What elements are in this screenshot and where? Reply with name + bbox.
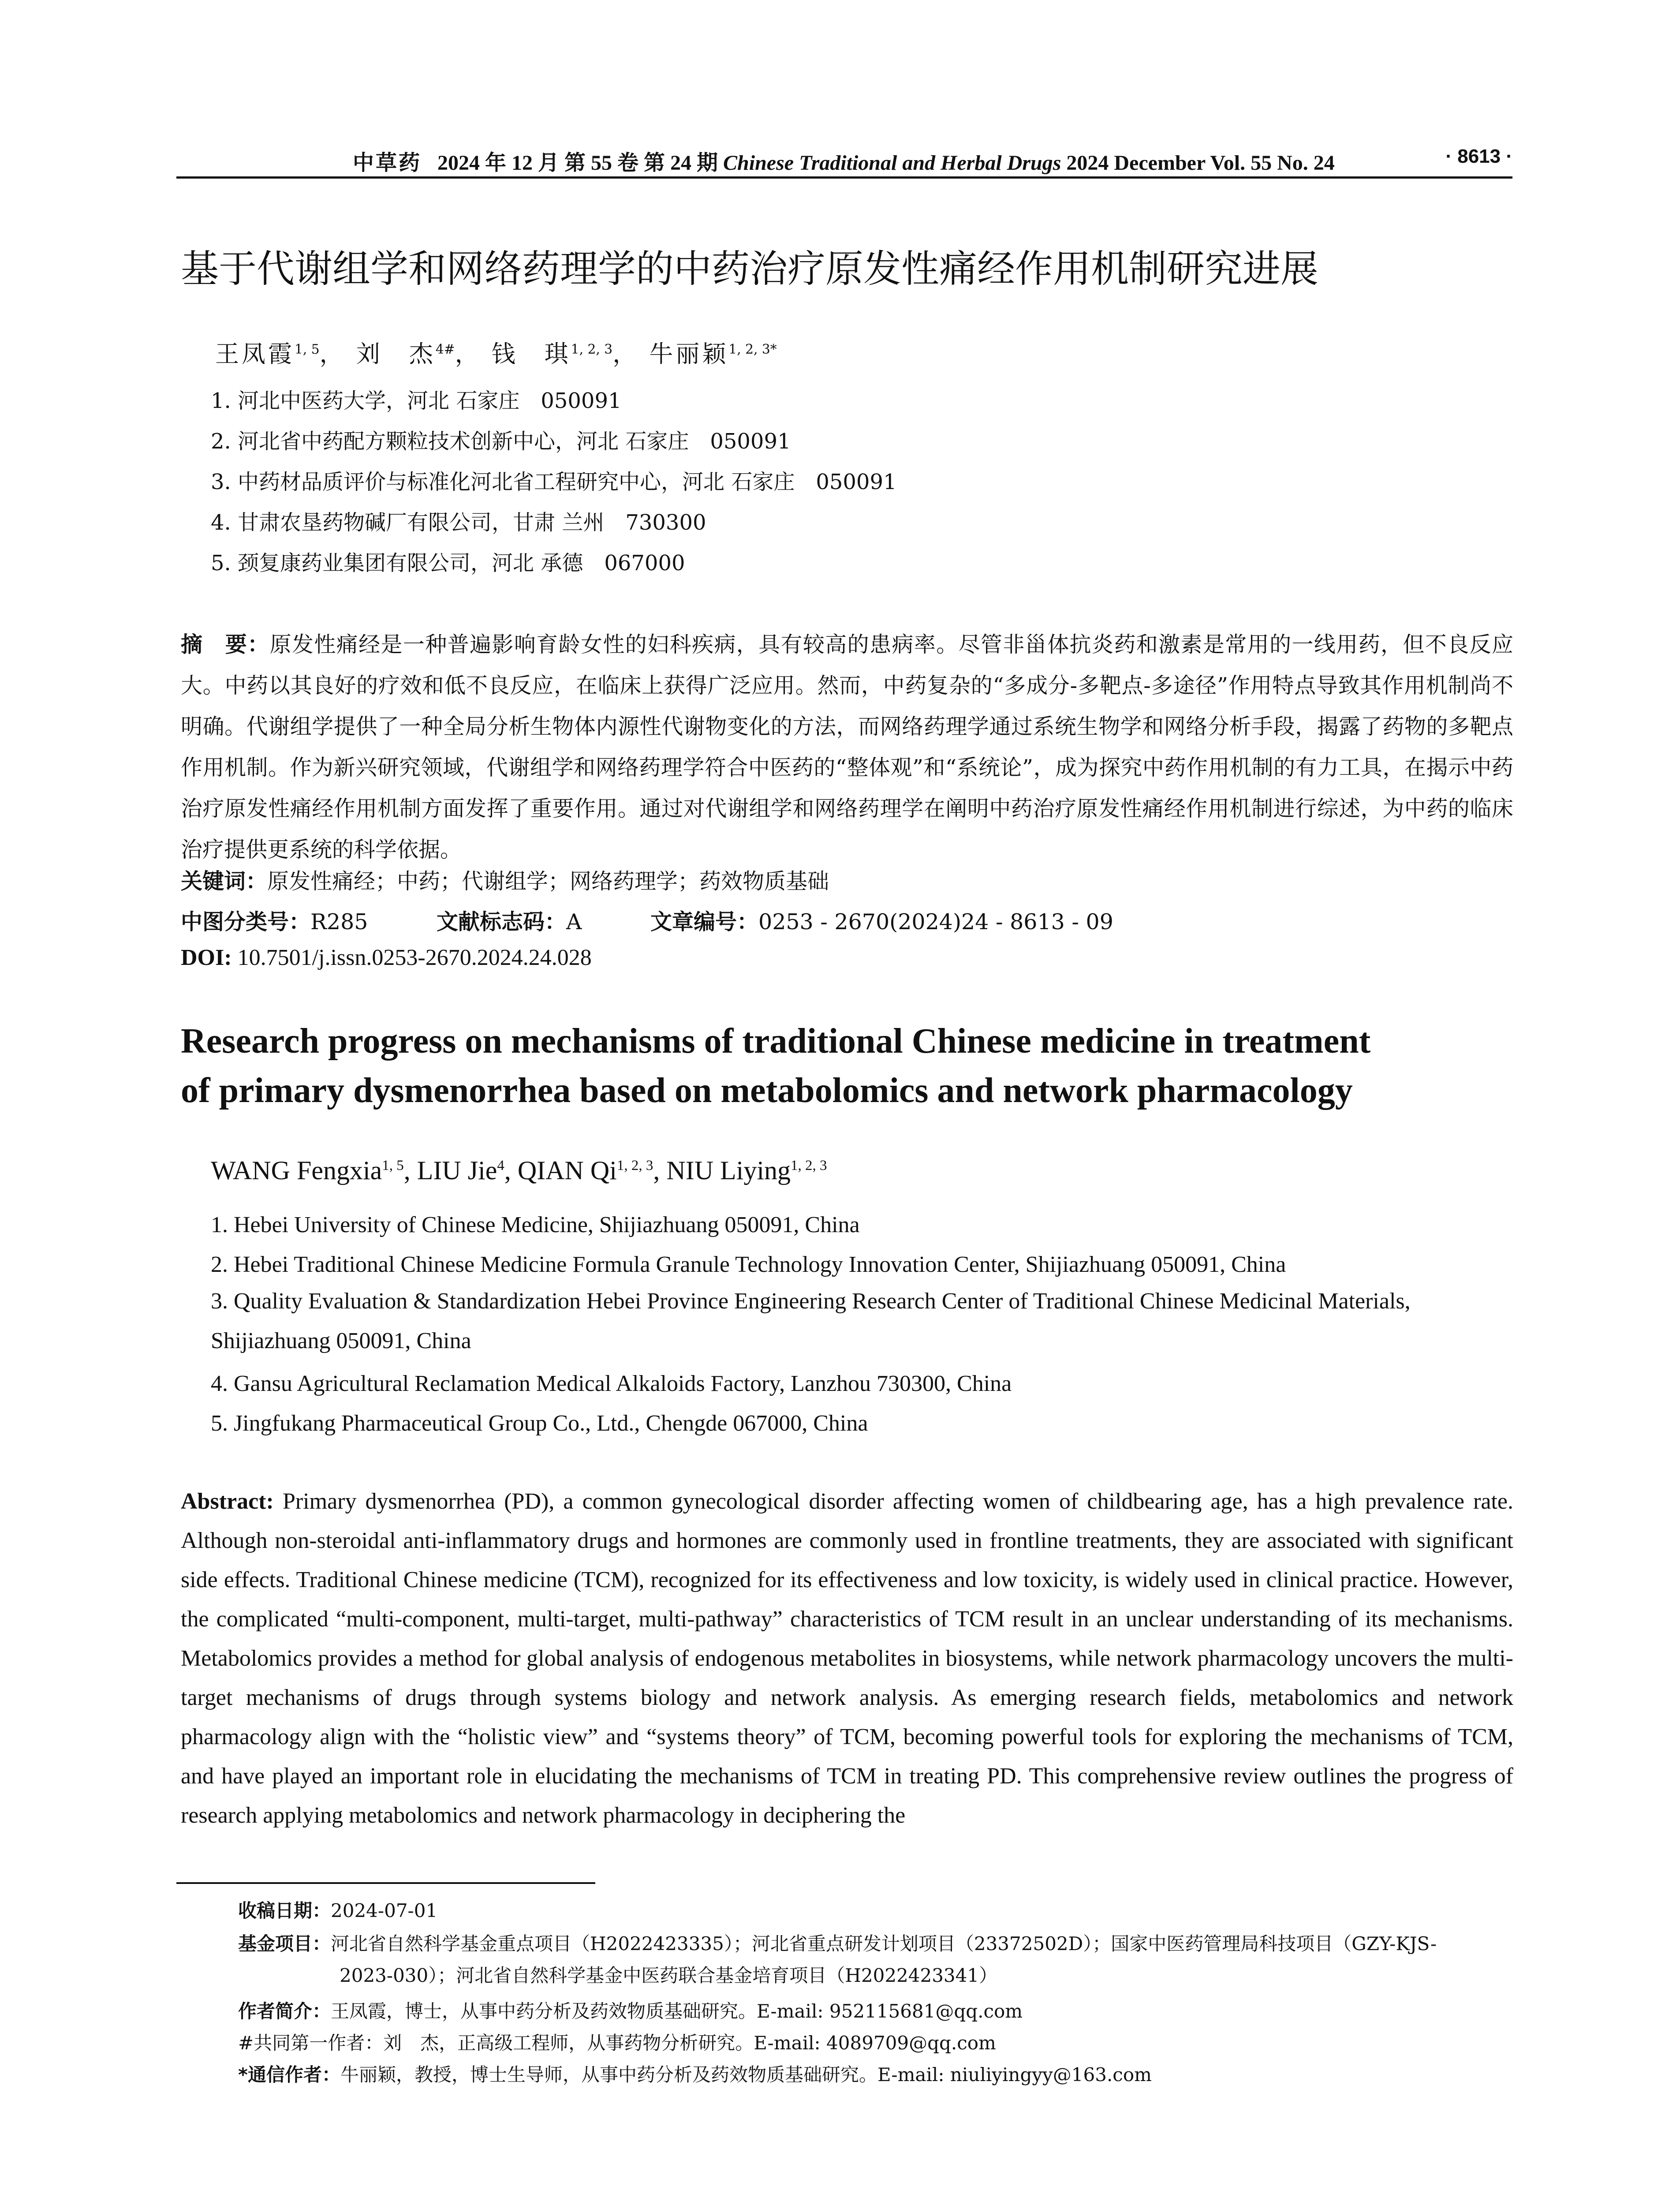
affiliation-en: 5. Jingfukang Pharmaceutical Group Co., Ltd., Chengde 067000, China [211,1411,868,1436]
abstract-cn [181,624,1513,870]
author-cn: 钱 琪 [491,340,571,368]
bio-label: 作者简介： [238,2000,331,2022]
issue-cn: 2024 年 12 月 第 55 卷 第 24 期 [437,151,718,175]
affiliation-cn: 1. 河北中医药大学，河北 石家庄 050091 [211,389,622,413]
abstract-en [181,1482,1513,1835]
received-label: 收稿日期： [238,1900,331,1921]
doc-code-value: A [566,909,582,934]
footnote-rule [176,1882,595,1884]
affiliation-cn: 3. 中药材品质评价与标准化河北省工程研究中心，河北 石家庄 050091 [211,470,897,494]
title-en [181,1017,1517,1115]
author-sup: 1, 2, 3 [571,342,613,357]
bio-text: 王凤霞，博士，从事中药分析及药效物质基础研究。E-mail: 952115681@qq.com [331,2000,1023,2022]
abstract-label-en: Abstract: [181,1489,274,1514]
abstract-label-cn: 摘 要： [181,632,270,657]
author-sup: 4 [497,1158,504,1174]
doi-value[interactable]: 10.7501/j.issn.0253-2670.2024.24.028 [237,945,592,970]
author-sup: 1, 5 [382,1158,404,1174]
title-cn: 基于代谢组学和网络药理学的中药治疗原发性痛经作用机制研究进展 [181,247,1318,291]
fund-text-cont: 2023-030）；河北省自然科学基金中医药联合基金培育项目（H2022423341） [340,1965,998,1986]
author-sup: 1, 2, 3 [791,1158,827,1174]
author-sup: 1, 5 [295,342,320,357]
affiliation-en: 1. Hebei University of Chinese Medicine, Shijiazhuang 050091, China [211,1212,860,1237]
affiliation-cn: 5. 颈复康药业集团有限公司，河北 承德 067000 [211,551,685,576]
author-sup: 4# [435,342,455,357]
doi-line [181,945,592,971]
corr-label: *通信作者： [238,2064,340,2085]
authors-en: WANG Fengxia$^{1, 5}$, LIU Jie$^4$, QIAN Qi$^{1, 2, 3}$, NIU Liying$^{1, 2, 3}$ [211,1156,827,1185]
author-en: NIU Liying [666,1156,791,1185]
abstract-text-cn: 原发性痛经是一种普遍影响育龄女性的妇科疾病，具有较高的患病率。尽管非甾体抗炎药和激素是常用的一线用药，但不良反应大。中药以其良好的疗效和低不良反应，在临床上获得广泛应用。然而，中药复杂的“多成分-多靶点-多途径”作用特点导致其作用机制尚不明确。代谢组学提供了一种全局分析生物体内源性代谢物变化的方法，而网络药理学通过系统生物学和网络分析手段，揭露了药物的多靶点作用机制。作为新兴研究领域，代谢组学和网络药理学符合中医药的“整体观”和“系统论”，成为探究中药作用机制的有力工具，在揭示中药治疗原发性痛经作用机制方面发挥了重要作用。通过对代谢组学和网络药理学在阐明中药治疗原发性痛经作用机制进行综述，为中药的临床治疗提供更系统的科学依据。 [181,632,1513,862]
authors-cn: 王凤霞$^{1, 5}$， 刘 杰$^{4\#}$， 钱 琪$^{1, 2, 3}$， 牛丽颖$^{1, 2, 3*}$ [215,340,777,368]
keywords-text: 原发性痛经；中药；代谢组学；网络药理学；药效物质基础 [267,869,829,894]
author-cn: 牛丽颖 [649,340,729,368]
fund-text: 河北省自然科学基金重点项目（H2022423335）；河北省重点研发计划项目（23372502D）；国家中医药管理局科技项目（GZY-KJS- [331,1933,1437,1955]
abstract-text-en: Primary dysmenorrhea (PD), a common gynecological disorder affecting women of childbearing age, has a high prevalence rate. Although non-steroidal anti-inflammatory drugs and hormones are commonly used in frontline treatments, they are associated with significant side effects. Traditional Chinese medicine (TCM), recognized for its effectiveness and low toxicity, is widely used in clinical practice. However, the complicated “multi-component, multi-target, multi-pathway” characteristics of TCM result in an unclear understanding of its mechanisms. Metabolomics provides a method for global analysis of endogenous metabolites in biosystems, while network pharmacology uncovers the multi-target mechanisms of drugs through systems biology and network analysis. As emerging research fields, metabolomics and network pharmacology align with the “holistic view” and “systems theory” of TCM, becoming powerful tools for exploring the mechanisms of TCM, and have played an important role in elucidating the mechanisms of TCM in treating PD. This comprehensive review outlines the progress of research applying metabolomics and network pharmacology in deciphering the [181,1489,1513,1828]
affiliation-cn: 2. 河北省中药配方颗粒技术创新中心，河北 石家庄 050091 [211,429,791,454]
title-en-line: of primary dysmenorrhea based on metabolomics and network pharmacology [181,1071,1353,1110]
corr-text: 牛丽颖，教授，博士生导师，从事中药分析及药效物质基础研究。E-mail: niuliyingyy@163.com [340,2064,1152,2085]
classification-line [181,905,1113,936]
clc-label: 中图分类号： [181,909,311,934]
footnote-corresponding [238,2060,1152,2087]
page-number: · 8613 · [1445,146,1512,167]
author-en: QIAN Qi [517,1156,617,1185]
footnote-co-first: #共同第一作者：刘 杰，正高级工程师，从事药物分析研究。E-mail: 4089709@qq.com [238,2032,996,2054]
title-en-line: Research progress on mechanisms of traditional Chinese medicine in treatment [181,1022,1371,1061]
header-rule [176,176,1512,179]
footnote-bio [238,1997,1023,2023]
issue-en: 2024 December Vol. 55 No. 24 [1066,151,1335,175]
author-cn: 刘 杰 [356,340,436,368]
journal-info [353,146,1335,176]
article-no-value: 0253 - 2670(2024)24 - 8613 - 09 [758,909,1113,934]
journal-name-cn: 中草药 [353,150,422,175]
footnote-received [238,1896,437,1923]
author-cn: 王凤霞 [215,340,295,368]
clc-value: R285 [310,909,368,934]
running-header [176,132,1512,181]
article-no-label: 文章编号： [650,909,759,934]
author-sup: 1, 2, 3 [616,1158,653,1174]
author-sup: 1, 2, 3* [728,342,777,357]
fund-label: 基金项目： [238,1933,331,1955]
affiliation-en: 2. Hebei Traditional Chinese Medicine Formula Granule Technology Innovation Center, Shijiazhuang 050091, China [211,1252,1286,1277]
doc-code-label: 文献标志码： [437,909,567,934]
received-date: 2024-07-01 [331,1900,438,1921]
affiliation-en: 4. Gansu Agricultural Reclamation Medical Alkaloids Factory, Lanzhou 730300, China [211,1371,1012,1396]
affiliation-en [211,1282,1516,1361]
keywords-cn [181,864,829,895]
keywords-label: 关键词： [181,869,268,894]
doi-label: DOI: [181,945,232,970]
affiliation-cn: 4. 甘肃农垦药物碱厂有限公司，甘肃 兰州 730300 [211,510,706,535]
journal-name-en: Chinese Traditional and Herbal Drugs [723,151,1061,175]
affiliation-en-text: 3. Quality Evaluation & Standardization Hebei Province Engineering Research Center of Traditional Chinese Medicinal Materials, Shijiazhuang 050091, China [211,1289,1411,1353]
author-en: WANG Fengxia [211,1156,382,1185]
footnote-fund [238,1928,1512,1992]
author-en: LIU Jie [417,1156,497,1185]
